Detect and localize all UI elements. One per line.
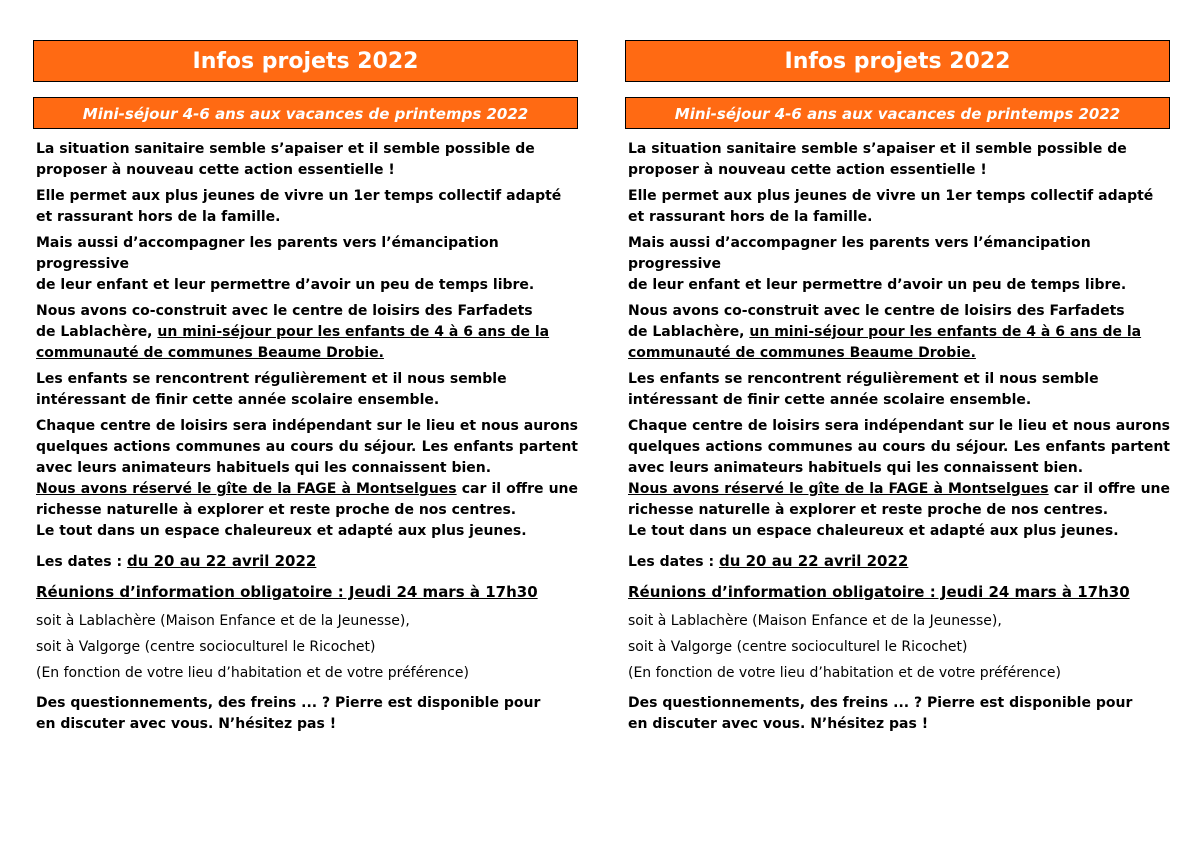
paragraph-centres: Chaque centre de loisirs sera indépendant sur le lieu et nous aurons quelques actions communes au cours du séjour. Les enfants partent avec leurs animateurs habituels qui les connaissent bien. bbox=[628, 418, 1170, 476]
mini-sejour-underlined: un mini-séjour pour les enfants de 4 à 6 ans de la communauté de communes Beaume Drobie. bbox=[36, 324, 550, 361]
page-title: Infos projets 2022 bbox=[33, 40, 578, 82]
place-valgorge: soit à Valgorge (centre socioculturel le Ricochet) bbox=[36, 639, 376, 655]
paragraph-situation: La situation sanitaire semble s’apaiser et il semble possible de proposer à nouveau cette action essentielle ! bbox=[36, 141, 535, 178]
coconstruit-text: Nous avons co-construit avec le centre de loisirs des Farfadets de Lablachère, bbox=[36, 303, 533, 340]
place-lablachere: soit à Lablachère (Maison Enfance et de la Jeunesse), bbox=[628, 613, 1002, 629]
paragraph-espace: Le tout dans un espace chaleureux et adapté aux plus jeunes. bbox=[36, 523, 527, 539]
dates-label: Les dates : bbox=[36, 554, 127, 570]
place-note: (En fonction de votre lieu d’habitation et de votre préférence) bbox=[36, 665, 469, 681]
gite-text: car il offre une richesse naturelle à explorer et reste proche de nos centres. bbox=[628, 481, 1171, 518]
gite-text: car il offre une richesse naturelle à explorer et reste proche de nos centres. bbox=[36, 481, 579, 518]
dates-value: du 20 au 22 avril 2022 bbox=[718, 552, 909, 570]
mini-sejour-underlined: un mini-séjour pour les enfants de 4 à 6 ans de la communauté de communes Beaume Drobie. bbox=[628, 324, 1142, 361]
paragraph-rencontre: Les enfants se rencontrent régulièrement et il nous semble intéressant de finir cette année scolaire ensemble. bbox=[36, 371, 507, 408]
paragraph-parents: Mais aussi d’accompagner les parents vers l’émancipation progressive de leur enfant et leur permettre d’avoir un peu de temps libre. bbox=[628, 235, 1127, 293]
place-note: (En fonction de votre lieu d’habitation et de votre préférence) bbox=[628, 665, 1061, 681]
subtitle-banner: Mini-séjour 4-6 ans aux vacances de printemps 2022 bbox=[625, 97, 1170, 129]
gite-underlined: Nous avons réservé le gîte de la FAGE à Montselgues bbox=[628, 481, 1049, 497]
gite-underlined: Nous avons réservé le gîte de la FAGE à Montselgues bbox=[36, 481, 457, 497]
dates-line bbox=[628, 550, 1170, 573]
flyer-body bbox=[625, 139, 1170, 735]
place-lablachere: soit à Lablachère (Maison Enfance et de la Jeunesse), bbox=[36, 613, 410, 629]
flyer-right bbox=[625, 40, 1170, 740]
subtitle-banner: Mini-séjour 4-6 ans aux vacances de printemps 2022 bbox=[33, 97, 578, 129]
paragraph-collectif: Elle permet aux plus jeunes de vivre un 1er temps collectif adapté et rassurant hors de la famille. bbox=[628, 188, 1154, 225]
reunion-line: Réunions d’information obligatoire : Jeudi 24 mars à 17h30 bbox=[36, 583, 538, 601]
flyer-body bbox=[33, 139, 578, 735]
dates-line bbox=[36, 550, 578, 573]
page-title: Infos projets 2022 bbox=[625, 40, 1170, 82]
paragraph-situation: La situation sanitaire semble s’apaiser et il semble possible de proposer à nouveau cette action essentielle ! bbox=[628, 141, 1127, 178]
paragraph-centres: Chaque centre de loisirs sera indépendant sur le lieu et nous aurons quelques actions communes au cours du séjour. Les enfants partent avec leurs animateurs habituels qui les connaissent bien. bbox=[36, 418, 578, 476]
flyer-left bbox=[33, 40, 578, 740]
place-valgorge: soit à Valgorge (centre socioculturel le Ricochet) bbox=[628, 639, 968, 655]
reunion-line: Réunions d’information obligatoire : Jeudi 24 mars à 17h30 bbox=[628, 583, 1130, 601]
paragraph-gite bbox=[628, 479, 1170, 521]
paragraph-rencontre: Les enfants se rencontrent régulièrement et il nous semble intéressant de finir cette année scolaire ensemble. bbox=[628, 371, 1099, 408]
paragraph-gite bbox=[36, 479, 578, 521]
coconstruit-text: Nous avons co-construit avec le centre de loisirs des Farfadets de Lablachère, bbox=[628, 303, 1125, 340]
paragraph-parents: Mais aussi d’accompagner les parents vers l’émancipation progressive de leur enfant et leur permettre d’avoir un peu de temps libre. bbox=[36, 235, 535, 293]
paragraph-coconstruit bbox=[36, 301, 578, 364]
paragraph-questions: Des questionnements, des freins ... ? Pierre est disponible pour en discuter avec vous. N’hésitez pas ! bbox=[36, 695, 541, 732]
dates-label: Les dates : bbox=[628, 554, 719, 570]
dates-value: du 20 au 22 avril 2022 bbox=[126, 552, 317, 570]
paragraph-espace: Le tout dans un espace chaleureux et adapté aux plus jeunes. bbox=[628, 523, 1119, 539]
paragraph-coconstruit bbox=[628, 301, 1170, 364]
paragraph-questions: Des questionnements, des freins ... ? Pierre est disponible pour en discuter avec vous. N’hésitez pas ! bbox=[628, 695, 1133, 732]
paragraph-collectif: Elle permet aux plus jeunes de vivre un 1er temps collectif adapté et rassurant hors de la famille. bbox=[36, 188, 562, 225]
